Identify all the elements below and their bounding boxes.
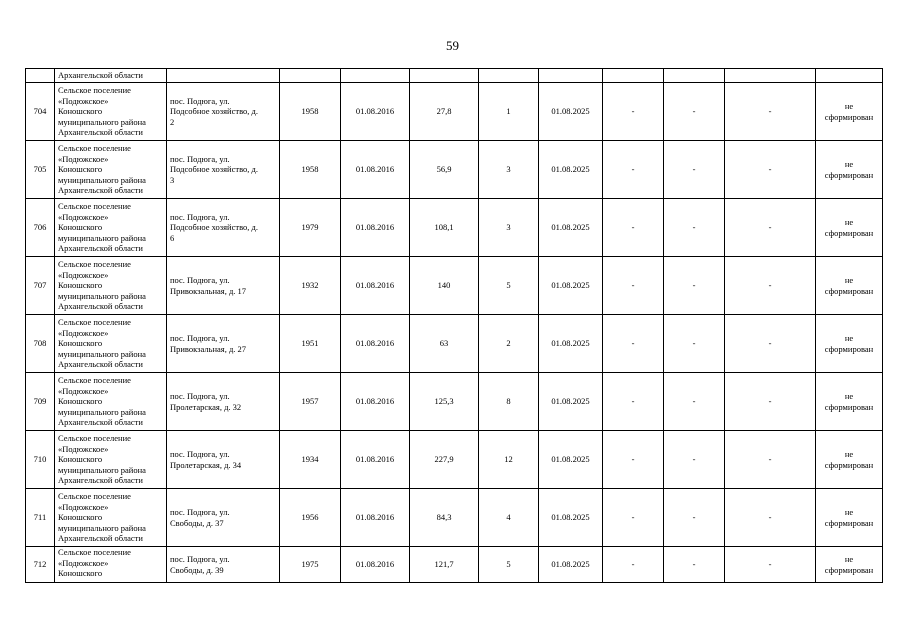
cell-area: 63	[410, 315, 479, 373]
cell-date-registered: 01.08.2016	[341, 315, 410, 373]
cell-dash-1: -	[603, 547, 664, 583]
cell-address-line: пос. Подюга, ул.	[170, 390, 230, 401]
cell-status-line: сформирован	[824, 401, 874, 412]
cell-owner-line: Коношского	[58, 280, 103, 291]
cell-dash-3: -	[725, 373, 816, 431]
cell-date-registered: 01.08.2016	[341, 141, 410, 199]
cell-owner-line: «Подюжское»	[58, 269, 109, 280]
cell-count: 12	[479, 431, 539, 489]
cell-date-registered: 01.08.2016	[341, 199, 410, 257]
cell-owner: Архангельской области	[55, 69, 167, 83]
cell-num	[26, 69, 55, 83]
cell-owner-line: Коношского	[58, 512, 103, 523]
cell-owner	[55, 257, 167, 315]
cell-date-planned: 01.08.2025	[539, 141, 603, 199]
cell-owner-line: Архангельской области	[58, 417, 143, 428]
cell-address-line: Привокзальная, д. 17	[170, 285, 247, 296]
cell-owner	[55, 547, 167, 583]
cell-date-registered: 01.08.2016	[341, 83, 410, 141]
cell-area: 84,3	[410, 489, 479, 547]
cell-dash-3: -	[725, 547, 816, 583]
cell-address-line: Свободы, д. 37	[170, 517, 224, 528]
cell-dash-2: -	[664, 315, 725, 373]
cell-date-registered: 01.08.2016	[341, 489, 410, 547]
cell-date-planned: 01.08.2025	[539, 373, 603, 431]
cell-dash-3: -	[725, 83, 816, 141]
cell-owner-line: Коношского	[58, 338, 103, 349]
cell-address-line: Пролетарская, д. 32	[170, 401, 242, 412]
cell-status-line: не	[844, 100, 854, 111]
cell-owner-line: Коношского	[58, 222, 103, 233]
cell-owner-line: Архангельской области	[58, 185, 143, 196]
cell-address	[167, 315, 280, 373]
cell-dash-3: -	[725, 489, 816, 547]
cell-owner-line: «Подюжское»	[58, 327, 109, 338]
cell-owner	[55, 431, 167, 489]
cell-status-line: не	[844, 506, 854, 517]
cell-owner-line: Сельское поселение	[58, 143, 131, 154]
cell-date-planned: 01.08.2025	[539, 199, 603, 257]
cell-dash-2: -	[664, 431, 725, 489]
table-row	[26, 315, 883, 373]
cell-date-planned: 01.08.2025	[539, 431, 603, 489]
cell-date-planned: 01.08.2025	[539, 83, 603, 141]
cell-owner-line: Сельское поселение	[58, 491, 131, 502]
cell-dash-1: -	[603, 83, 664, 141]
cell-owner-line: «Подюжское»	[58, 443, 109, 454]
cell-year: 1951	[280, 315, 341, 373]
cell-status-line: не	[844, 332, 854, 343]
cell-owner-line: Коношского	[58, 454, 103, 465]
cell-address	[167, 199, 280, 257]
cell-address-line: Свободы, д. 39	[170, 564, 224, 575]
cell-dash-3: -	[725, 199, 816, 257]
cell-owner-line: Сельское поселение	[58, 547, 131, 557]
cell-count: 8	[479, 373, 539, 431]
table-row	[26, 141, 883, 199]
cell-year: 1958	[280, 141, 341, 199]
cell-owner-line: Архангельской области	[58, 301, 143, 312]
cell-date-planned: 01.08.2025	[539, 315, 603, 373]
cell-status-line: сформирован	[824, 459, 874, 470]
cell-owner-line: Архангельской области	[58, 127, 143, 138]
cell-status-line: не	[844, 448, 854, 459]
cell-number: 710	[26, 431, 55, 489]
cell-owner-line: Сельское поселение	[58, 433, 131, 444]
cell-status-line: сформирован	[824, 169, 874, 180]
cell-address-line: Привокзальная, д. 27	[170, 343, 247, 354]
cell-dash-3: -	[725, 431, 816, 489]
cell-year: 1958	[280, 83, 341, 141]
cell-address-line: Подсобное хозяйство, д.	[170, 164, 259, 175]
cell-address	[167, 489, 280, 547]
cell-count: 3	[479, 141, 539, 199]
cell-address	[167, 547, 280, 583]
cell-owner	[55, 489, 167, 547]
cell-count: 4	[479, 489, 539, 547]
cell-status-line: не	[844, 216, 854, 227]
cell-area: 227,9	[410, 431, 479, 489]
cell-address-line: 3	[170, 174, 175, 185]
cell-owner-line: муниципального района	[58, 116, 146, 127]
cell-status-line: не	[844, 158, 854, 169]
cell-year: 1957	[280, 373, 341, 431]
cell-status-line: сформирован	[824, 285, 874, 296]
cell-address-line: Пролетарская, д. 34	[170, 459, 242, 470]
cell-owner-line: «Подюжское»	[58, 385, 109, 396]
cell-date-planned: 01.08.2025	[539, 257, 603, 315]
cell-address-line: 6	[170, 232, 175, 243]
cell-owner-line: муниципального района	[58, 464, 146, 475]
cell-status	[816, 373, 883, 431]
table-row	[26, 489, 883, 547]
cell-owner-line: Сельское поселение	[58, 85, 131, 96]
cell-dash-3: -	[725, 257, 816, 315]
cell-dash-1: -	[603, 315, 664, 373]
cell-date-registered: 01.08.2016	[341, 373, 410, 431]
cell-owner-line: Сельское поселение	[58, 317, 131, 328]
cell-owner	[55, 83, 167, 141]
cell-address-line: пос. Подюга, ул.	[170, 153, 230, 164]
cell-owner-line: Архангельской области	[58, 243, 143, 254]
cell-owner	[55, 373, 167, 431]
cell-address-line: пос. Подюга, ул.	[170, 506, 230, 517]
cell-status-line: сформирован	[824, 564, 874, 575]
cell-number: 712	[26, 547, 55, 583]
cell-status	[816, 547, 883, 583]
cell-number: 707	[26, 257, 55, 315]
cell-address-line: пос. Подюга, ул.	[170, 274, 230, 285]
cell-owner-line: Архангельской области	[58, 533, 143, 544]
cell-status-line: сформирован	[824, 517, 874, 528]
cell-dash-3: -	[725, 315, 816, 373]
cell-year: 1934	[280, 431, 341, 489]
cell-address	[167, 373, 280, 431]
cell-date-planned: 01.08.2025	[539, 547, 603, 583]
cell-number: 704	[26, 83, 55, 141]
housing-registry-table	[25, 68, 883, 583]
cell-count: 5	[479, 257, 539, 315]
cell-year: 1956	[280, 489, 341, 547]
cell-area: 56,9	[410, 141, 479, 199]
cell-date-registered: 01.08.2016	[341, 257, 410, 315]
cell-year: 1932	[280, 257, 341, 315]
cell-status	[816, 315, 883, 373]
cell-dash-1: -	[603, 373, 664, 431]
cell-area: 140	[410, 257, 479, 315]
cell-area: 125,3	[410, 373, 479, 431]
table-row	[26, 431, 883, 489]
table-row-continued	[26, 69, 883, 83]
cell-year: 1975	[280, 547, 341, 583]
cell-address-line: пос. Подюга, ул.	[170, 553, 230, 564]
cell-owner-line: Сельское поселение	[58, 201, 131, 212]
table-row	[26, 257, 883, 315]
cell-status	[816, 257, 883, 315]
cell-number: 709	[26, 373, 55, 431]
cell-owner-line: «Подюжское»	[58, 211, 109, 222]
cell-address-line: Подсобное хозяйство, д.	[170, 222, 259, 233]
cell-owner-line: Коношского	[58, 106, 103, 117]
table-row	[26, 199, 883, 257]
cell-dash-1: -	[603, 141, 664, 199]
page-number: 59	[446, 38, 459, 53]
cell-owner-line: «Подюжское»	[58, 557, 109, 568]
table-row	[26, 373, 883, 431]
cell-status-line: сформирован	[824, 111, 874, 122]
cell-address	[167, 141, 280, 199]
cell-area: 27,8	[410, 83, 479, 141]
cell-status-line: не	[844, 390, 854, 401]
cell-dash-3: -	[725, 141, 816, 199]
cell-owner	[55, 199, 167, 257]
cell-address	[167, 83, 280, 141]
cell-date-registered: 01.08.2016	[341, 547, 410, 583]
cell-address	[167, 257, 280, 315]
cell-status-line: сформирован	[824, 343, 874, 354]
cell-date-planned: 01.08.2025	[539, 489, 603, 547]
cell-owner-line: муниципального района	[58, 406, 146, 417]
cell-dash-1: -	[603, 431, 664, 489]
cell-count: 1	[479, 83, 539, 141]
cell-owner-line: «Подюжское»	[58, 153, 109, 164]
cell-count: 5	[479, 547, 539, 583]
cell-address	[167, 431, 280, 489]
cell-count: 3	[479, 199, 539, 257]
cell-dash-2: -	[664, 83, 725, 141]
cell-status	[816, 199, 883, 257]
cell-owner-line: «Подюжское»	[58, 501, 109, 512]
table-row	[26, 547, 883, 583]
cell-owner-line: муниципального района	[58, 290, 146, 301]
cell-dash-2: -	[664, 141, 725, 199]
cell-count: 2	[479, 315, 539, 373]
cell-dash-2: -	[664, 199, 725, 257]
cell-status	[816, 431, 883, 489]
cell-dash-1: -	[603, 199, 664, 257]
cell-status-line: сформирован	[824, 227, 874, 238]
cell-owner-line: муниципального района	[58, 348, 146, 359]
cell-owner-line: муниципального района	[58, 174, 146, 185]
table-row	[26, 83, 883, 141]
cell-dash-1: -	[603, 489, 664, 547]
cell-dash-2: -	[664, 547, 725, 583]
cell-address-line: 2	[170, 116, 175, 127]
cell-number: 705	[26, 141, 55, 199]
cell-owner-line: Архангельской области	[58, 359, 143, 370]
cell-date-registered: 01.08.2016	[341, 431, 410, 489]
cell-owner-line: Коношского	[58, 568, 103, 579]
cell-address-line: пос. Подюга, ул.	[170, 95, 230, 106]
cell-owner-line: муниципального района	[58, 522, 146, 533]
cell-owner-line: Сельское поселение	[58, 375, 131, 386]
cell-owner-line: муниципального района	[58, 232, 146, 243]
cell-status	[816, 489, 883, 547]
cell-address-line: Подсобное хозяйство, д.	[170, 106, 259, 117]
cell-year: 1979	[280, 199, 341, 257]
cell-status-line: не	[844, 274, 854, 285]
cell-dash-2: -	[664, 489, 725, 547]
cell-address-line: пос. Подюга, ул.	[170, 448, 230, 459]
cell-address-line: пос. Подюга, ул.	[170, 332, 230, 343]
cell-status-line: не	[844, 553, 854, 564]
cell-owner-line: Архангельской области	[58, 475, 143, 486]
cell-number: 711	[26, 489, 55, 547]
cell-status	[816, 141, 883, 199]
cell-area: 121,7	[410, 547, 479, 583]
cell-owner-line: Сельское поселение	[58, 259, 131, 270]
cell-number: 708	[26, 315, 55, 373]
cell-status	[816, 83, 883, 141]
cell-dash-2: -	[664, 373, 725, 431]
cell-owner-line: Коношского	[58, 164, 103, 175]
cell-owner-line: Коношского	[58, 396, 103, 407]
cell-dash-2: -	[664, 257, 725, 315]
cell-owner-line: «Подюжское»	[58, 95, 109, 106]
cell-dash-1: -	[603, 257, 664, 315]
cell-owner	[55, 141, 167, 199]
cell-owner	[55, 315, 167, 373]
cell-number: 706	[26, 199, 55, 257]
cell-address-line: пос. Подюга, ул.	[170, 211, 230, 222]
cell-area: 108,1	[410, 199, 479, 257]
